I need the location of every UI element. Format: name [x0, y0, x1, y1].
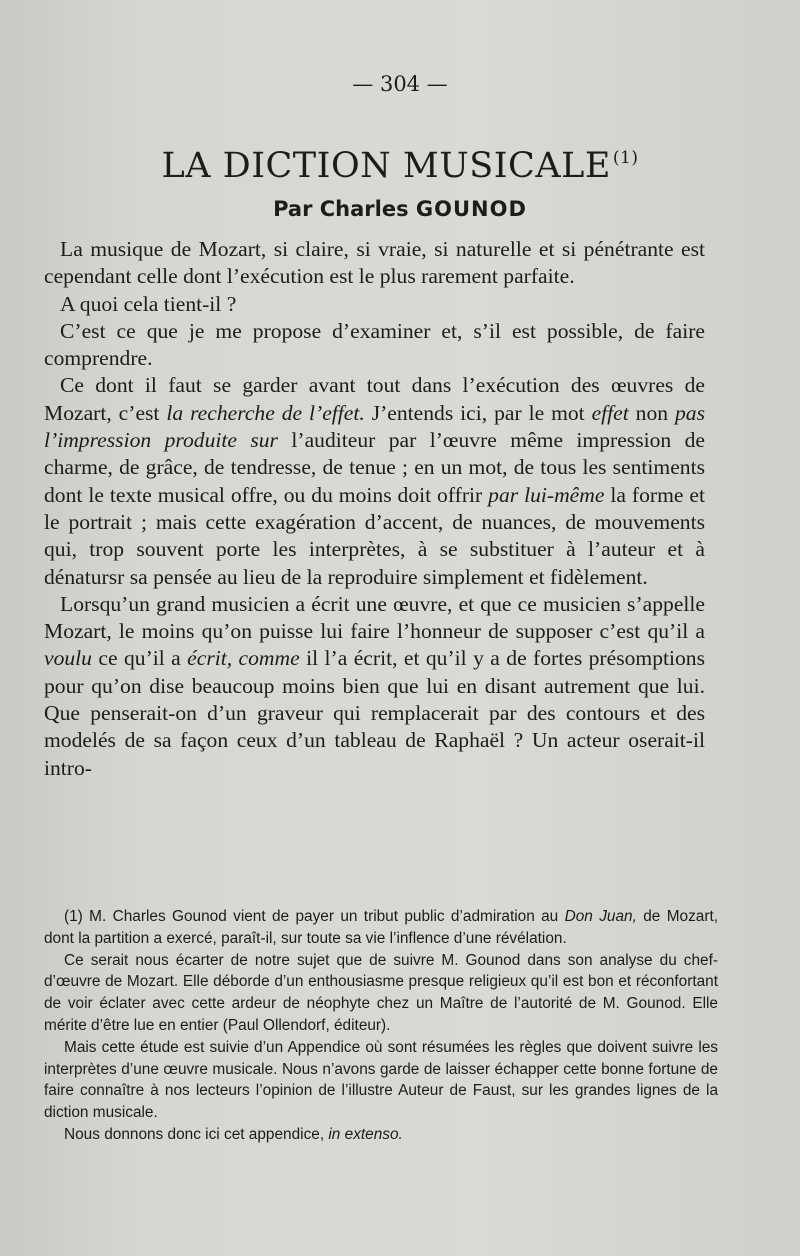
footnote-reference: (1)	[612, 148, 639, 168]
author-name: GOUNOD	[415, 197, 527, 221]
paragraph-text: il l’a écrit, et qu’il y a de fortes présomptions pour qu’on dise beaucoup moins bien que lui en disant autrement que lui. Que penserait-on d’un graveur qui remplacerait par des contours et des modelés de sa façon ceux d’un tableau de Raphaël ? Un acteur oserait-il intro-	[44, 646, 705, 780]
paragraph-text: La musique de Mozart, si claire, si vraie, si naturelle et si pénétrante est cependant celle dont l’exécution est le plus rarement parfaite.	[44, 237, 705, 289]
paragraph-text: non	[628, 400, 675, 425]
paragraph	[44, 236, 705, 291]
footnote-text: Nous donnons donc ici cet appendice,	[64, 1125, 329, 1143]
paragraph-text: A quoi cela tient-il ?	[60, 291, 237, 316]
footnote-text: de Mozart, dont la partition a exercé, paraît-il, sur toute sa vie l’inflence d’une révélation.	[44, 908, 719, 947]
footnote-text: Mais cette étude est suivie d’un Appendice où sont résumées les règles que doivent suivre les interprètes d’une œuvre musicale. Nous n’avons garde de laisser échapper cette bonne fortune de faire connaître à nos lecteurs l’opinion de l’illustre Auteur de Faust, sur les grandes lignes de la diction musicale.	[44, 1038, 718, 1122]
paragraph	[44, 291, 705, 318]
italic-text: par lui-même	[488, 482, 605, 507]
italic-text: voulu	[44, 646, 92, 671]
italic-text: écrit, comme	[187, 646, 300, 671]
footnote	[44, 906, 718, 950]
paragraph	[44, 372, 705, 590]
footnote	[44, 1124, 718, 1146]
page-number: — 304 —	[352, 72, 448, 96]
footnote	[44, 1037, 718, 1124]
paragraph-text: J’entends ici, par le mot	[364, 400, 592, 425]
byline-prefix: Par Charles	[273, 197, 416, 221]
italic-text: in extenso.	[328, 1125, 403, 1143]
byline	[0, 197, 800, 221]
paragraph-text: Lorsqu’un grand musicien a écrit une œuvre, et que ce musicien s’appelle Mozart, le moins qu’on puisse lui faire l’honneur de supposer c’est qu’il a	[44, 591, 705, 644]
article-body	[44, 236, 705, 782]
italic-text: effet	[591, 400, 629, 425]
paragraph-text: C’est ce que je me propose d’examiner et, s’il est possible, de faire comprendre.	[44, 318, 705, 371]
footnote-text: (1) M. Charles Gounod vient de payer un tribut public d’admiration au	[64, 908, 565, 925]
paragraph-text: ce qu’il a	[91, 646, 188, 671]
paragraph-text: la forme et le portrait ; mais cette exagération d’accent, de nuances, de mouvements qui, trop souvent porte les interprètes, à se substituer à l’auteur et à dénatursr sa pensée au lieu de la reproduire simplement et fidèlement.	[44, 482, 705, 589]
italic-text: la recherche de l’effet.	[166, 400, 365, 425]
footnotes	[44, 906, 718, 1146]
footnote-text: Ce serait nous écarter de notre sujet que de suivre M. Gounod dans son analyse du chef-d’œuvre de Mozart. Elle déborde d’un enthousiasme presque religieux qu’il est bon et réconfortant de voir éclater avec cette ardeur de néophyte chez un Maître de l’autorité de M. Gounod. Elle mérite d’être lue en entier (Paul Ollendorf, éditeur).	[44, 951, 718, 1034]
paragraph-text: l’auditeur par l’œuvre même impression de charme, de grâce, de tendresse, de tenue ; en un mot, de tous les sentiments dont le texte musical offre, ou du moins doit offrir	[44, 428, 705, 507]
title-text: LA DICTION MUSICALE	[161, 146, 611, 186]
paragraph	[44, 591, 705, 782]
article-title	[0, 146, 800, 186]
paragraph	[44, 318, 705, 373]
paragraph-text: Ce dont il faut se garder avant tout dans l’exécution des œuvres de Mozart, c’est	[44, 373, 705, 425]
italic-text: Don Juan,	[564, 908, 637, 925]
italic-text: pas l’impression produite sur	[44, 400, 705, 453]
footnote	[44, 950, 718, 1037]
